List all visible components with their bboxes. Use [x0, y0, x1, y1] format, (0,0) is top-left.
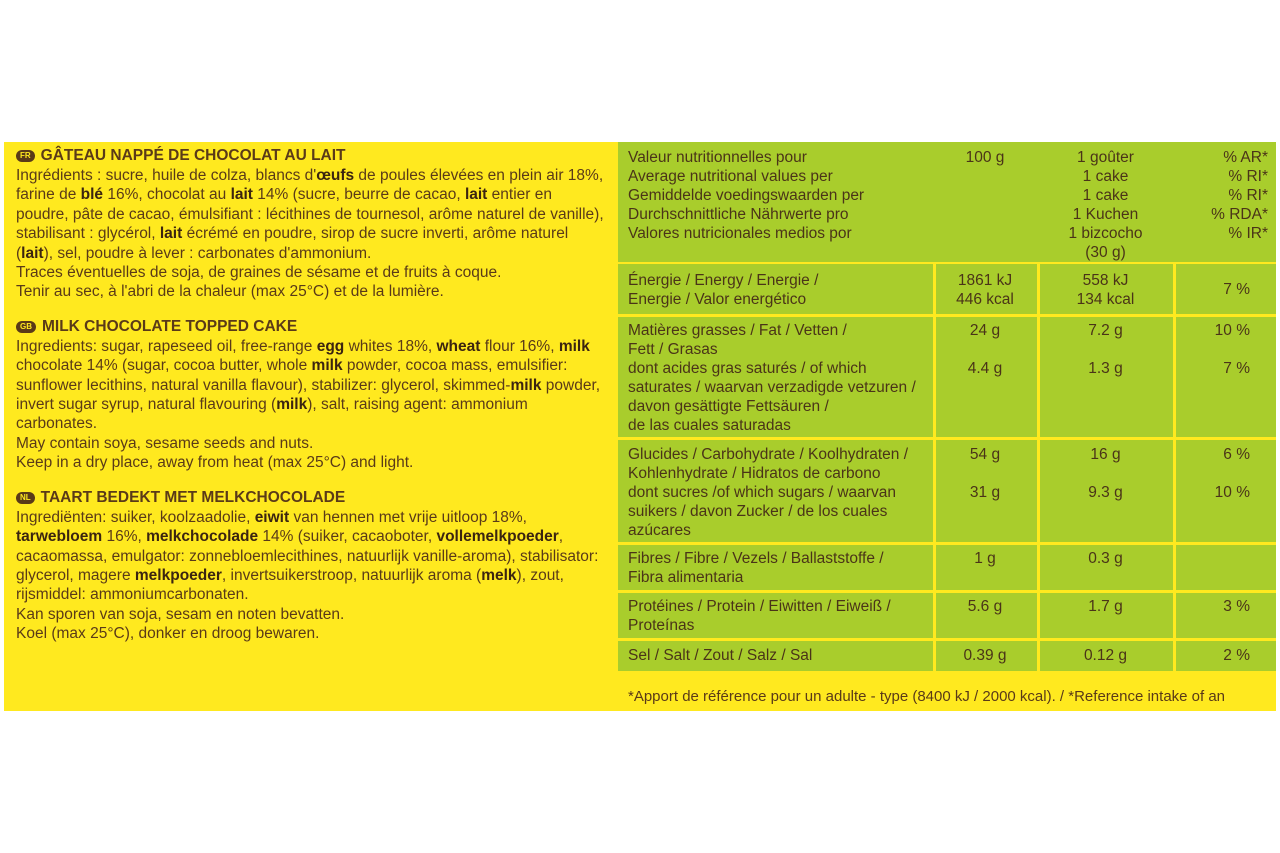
text-line: % RDA*: [1211, 206, 1268, 223]
text-line: Average nutritional values per: [628, 168, 833, 185]
allergen: milk: [311, 357, 343, 375]
sugars-ri: 10 %: [1214, 484, 1250, 501]
allergen: melkchocolade: [146, 528, 259, 546]
allergen: wheat: [436, 337, 481, 355]
ingredient-paragraph: Ingredients: sugar, rapeseed oil, free-range egg whites 18%, wheat flour 16%, milk chocolate 14% (sugar, cocoa butter, whole milk powder, cocoa mass, emulsifier: sunflower lecithins, natural vanilla flavour), stabilizer: glycerol, skimmed-milk powder, invert sugar syrup, natural flavouring (milk), salt, raising agent: ammonium carbonates.: [16, 337, 601, 433]
fibre-label: [628, 549, 884, 587]
text-line: Protéines / Protein / Eiwitten / Eiweiß /: [628, 598, 891, 615]
column-divider: [933, 264, 936, 671]
allergen: lait: [21, 244, 44, 262]
text-line: dont acides gras saturés / of which: [628, 360, 867, 377]
energy-portion: [1043, 271, 1168, 309]
text-line: davon gesättigte Fettsäuren /: [628, 398, 829, 415]
saturates-ri: 7 %: [1223, 360, 1250, 377]
flag-nl-icon: NL: [16, 492, 35, 504]
text-line: Fett / Grasas: [628, 341, 718, 358]
text-line: de las cuales saturadas: [628, 417, 791, 434]
text-line: % IR*: [1228, 225, 1268, 242]
header-portion: [1043, 148, 1168, 262]
carbs-label: [628, 445, 908, 483]
text-line: Fibra alimentaria: [628, 569, 744, 586]
text-line: % RI*: [1228, 168, 1268, 185]
text-line: 1 goûter: [1077, 149, 1134, 166]
section-header-nl: [16, 488, 606, 508]
column-divider: [1173, 264, 1176, 671]
allergen: melkpoeder: [134, 566, 222, 584]
carbs-100g: 54 g: [969, 446, 1001, 463]
text-line: Glucides / Carbohydrate / Koolhydraten /: [628, 446, 909, 463]
salt-100g: 0.39 g: [963, 647, 1007, 664]
protein-portion: 1.7 g: [1088, 598, 1123, 615]
saturates-portion: 1.3 g: [1088, 360, 1123, 377]
allergen: milk: [276, 396, 308, 414]
text-line: % AR*: [1223, 149, 1268, 166]
ingredient-paragraph: Ingrédients : sucre, huile de colza, blancs d'œufs de poules élevées en plein air 18%, farine de blé 16%, chocolat au lait 14% (sucre, beurre de cacao, lait entier en poudre, pâte de cacao, émulsifiant : lécithines de tournesol, arôme naturel de vanille), stabilisant : glycérol, lait écrémé en poudre, sirop de sucre inverti, arôme naturel (lait), sel, poudre à lever : carbonates d'ammonium.: [16, 167, 604, 262]
text-line: 446 kcal: [956, 291, 1014, 308]
text-line: 1 cake: [1082, 187, 1129, 204]
ingredients-gb: [16, 337, 606, 473]
protein-label: [628, 597, 891, 635]
text-line: Energie / Valor energético: [628, 291, 807, 308]
ingredient-paragraph: Koel (max 25°C), donker en droog bewaren.: [16, 625, 320, 643]
product-label: [4, 142, 1276, 711]
text-line: Fibres / Fibre / Vezels / Ballaststoffe /: [628, 550, 884, 567]
text-line: Durchschnittliche Nährwerte pro: [628, 206, 849, 223]
protein-100g: 5.6 g: [967, 598, 1003, 615]
saturates-100g: 4.4 g: [967, 360, 1003, 377]
nutrition-table: [618, 142, 1276, 711]
saturates-label: [628, 359, 916, 435]
fibre-portion: 0.3 g: [1088, 550, 1123, 567]
carbs-ri: 6 %: [1223, 446, 1250, 463]
fat-ri: 10 %: [1214, 322, 1250, 339]
ingredients-fr: [16, 166, 606, 302]
allergen: lait: [464, 186, 488, 204]
text-line: 1861 kJ: [957, 272, 1013, 289]
allergen: blé: [80, 186, 104, 204]
energy-label: [628, 271, 818, 309]
section-title-gb: MILK CHOCOLATE TOPPED CAKE: [42, 318, 298, 336]
carbs-portion: 16 g: [1090, 446, 1121, 463]
ingredient-paragraph: Keep in a dry place, away from heat (max 25°C) and light.: [16, 454, 414, 472]
text-line: Valores nutricionales medios por: [628, 225, 852, 242]
flag-gb-icon: GB: [16, 321, 36, 333]
allergen: lait: [230, 186, 253, 204]
allergen: vollemelkpoeder: [436, 528, 559, 546]
text-line: 1 bizcocho: [1068, 225, 1143, 242]
section-title-fr: GÂTEAU NAPPÉ DE CHOCOLAT AU LAIT: [40, 147, 346, 165]
text-line: azúcares: [628, 522, 691, 539]
ingredient-paragraph: Tenir au sec, à l'abri de la chaleur (max 25°C) et de la lumière.: [16, 283, 444, 301]
energy-100g: [938, 271, 1032, 309]
text-line: dont sucres /of which sugars / waarvan: [628, 484, 896, 501]
energy-ri: 7 %: [1223, 281, 1250, 298]
text-line: 1 cake: [1082, 168, 1129, 185]
section-header-gb: [16, 317, 606, 337]
text-line: Kohlenhydrate / Hidratos de carbono: [628, 465, 881, 482]
fibre-100g: 1 g: [974, 550, 996, 567]
allergen: milk: [510, 376, 542, 394]
text-line: Proteínas: [628, 617, 695, 634]
fat-portion: 7.2 g: [1088, 322, 1123, 339]
fat-100g: 24 g: [969, 322, 1001, 339]
text-line: Matières grasses / Fat / Vetten /: [628, 322, 847, 339]
allergen: eiwit: [254, 508, 290, 526]
header-label: [628, 148, 864, 243]
ingredients-nl: [16, 508, 606, 644]
allergen: tarwebloem: [16, 528, 103, 546]
ingredient-paragraph: May contain soya, sesame seeds and nuts.: [16, 434, 314, 452]
allergen: lait: [159, 225, 183, 243]
ingredients-panel: [16, 146, 606, 644]
text-line: (30 g): [1085, 244, 1126, 261]
header-ri: [1178, 148, 1268, 243]
fat-label: [628, 321, 847, 359]
allergen: milk: [558, 337, 590, 355]
text-line: saturates / waarvan verzadigde vetzuren /: [628, 379, 916, 396]
allergen: melk: [481, 566, 517, 584]
column-divider: [1037, 264, 1040, 671]
text-line: suikers / davon Zucker / de los cuales: [628, 503, 888, 520]
ingredient-paragraph: Traces éventuelles de soja, de graines de sésame et de fruits à coque.: [16, 264, 502, 282]
header-100g: 100 g: [965, 149, 1005, 166]
flag-fr-icon: FR: [16, 150, 35, 162]
allergen: egg: [316, 337, 345, 355]
footnote: *Apport de référence pour un adulte - type (8400 kJ / 2000 kcal). / *Reference intake of an: [628, 688, 1226, 705]
ingredient-paragraph: Kan sporen van soja, sesam en noten bevatten.: [16, 605, 345, 623]
text-line: Valeur nutritionnelles pour: [628, 149, 807, 166]
ingredient-paragraph: Ingrediënten: suiker, koolzaadolie, eiwit van hennen met vrije uitloop 18%, tarwebloem 16%, melkchocolade 14% (suiker, cacaoboter, vollemelkpoeder, cacaomassa, emulgator: zonnebloemlecithines, natuurlijk vanille-aroma), stabilisator: glycerol, magere melkpoeder, invertsuikerstroop, natuurlijk aroma (melk), zout, rijsmiddel: ammoniumcarbonaten.: [16, 508, 599, 604]
text-line: 558 kJ: [1082, 272, 1129, 289]
allergen: œufs: [316, 167, 355, 184]
sugars-label: [628, 483, 896, 540]
text-line: 1 Kuchen: [1072, 206, 1139, 223]
section-header-fr: [16, 146, 606, 166]
text-line: 134 kcal: [1076, 291, 1135, 308]
salt-label: [628, 646, 812, 665]
section-title-nl: TAART BEDEKT MET MELKCHOCOLADE: [40, 488, 346, 506]
text-line: Sel / Salt / Zout / Salz / Sal: [628, 647, 813, 664]
sugars-portion: 9.3 g: [1088, 484, 1123, 501]
salt-portion: 0.12 g: [1083, 647, 1128, 664]
text-line: % RI*: [1228, 187, 1268, 204]
protein-ri: 3 %: [1223, 598, 1250, 615]
text-line: Énergie / Energy / Energie /: [628, 272, 819, 289]
sugars-100g: 31 g: [969, 484, 1001, 501]
text-line: Gemiddelde voedingswaarden per: [628, 187, 865, 204]
salt-ri: 2 %: [1223, 647, 1250, 664]
